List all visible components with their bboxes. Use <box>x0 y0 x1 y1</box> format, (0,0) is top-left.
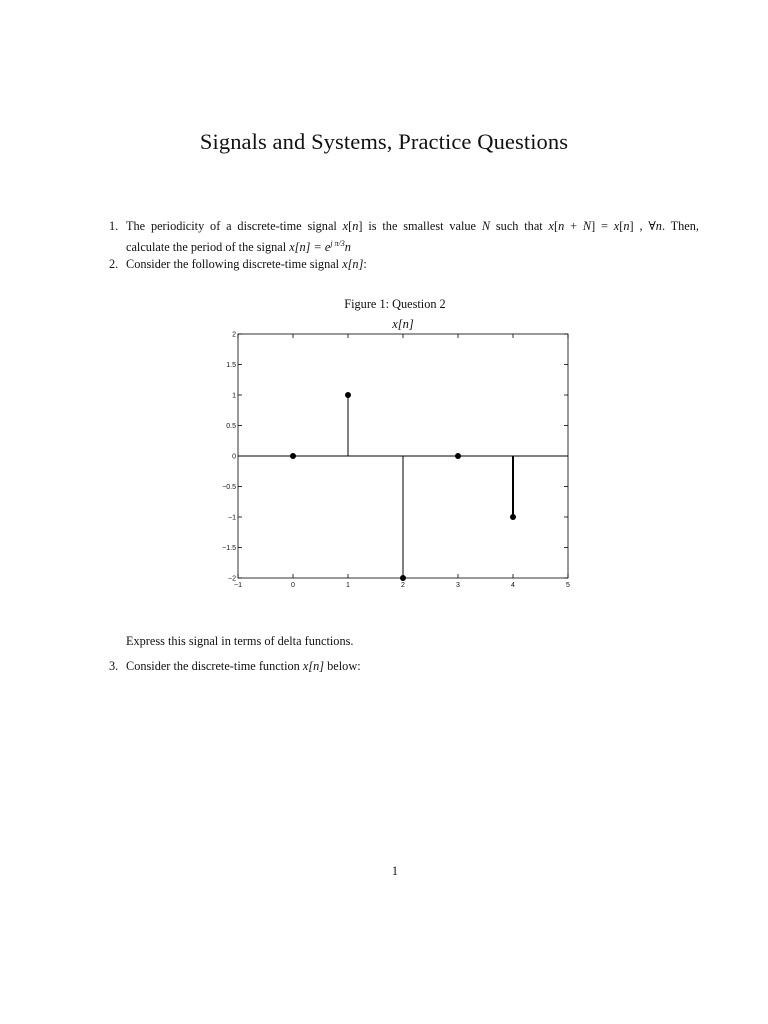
stem-plot <box>200 315 590 600</box>
figure-followup-text: Express this signal in terms of delta functions. <box>126 634 354 648</box>
question-2 <box>109 257 609 273</box>
x-tick-label: 3 <box>456 582 460 589</box>
plot-axes <box>222 332 570 590</box>
y-tick-label: 2 <box>232 331 236 339</box>
question-number: 2. <box>109 257 119 271</box>
plot-title: x[n] <box>392 317 414 331</box>
stem-marker <box>510 514 516 520</box>
question-1-line-1: The periodicity of a discrete-time signal x[n] is the smallest value N such that x[n + N] = x[n] , ∀n. Then, <box>126 219 699 233</box>
page-number: 1 <box>391 864 399 878</box>
x-tick-label: 5 <box>566 582 570 589</box>
y-tick-label: 1.5 <box>226 362 236 369</box>
question-1-line-2: calculate the period of the signal $x[n] = e^{j \pi/3}n$ <box>126 239 351 255</box>
figure-caption: Figure 1: Question 2 <box>344 297 446 311</box>
question-2-text: Consider the following discrete-time signal x[n]: <box>126 257 367 271</box>
document-title: Signals and Systems, Practice Questions <box>199 129 569 154</box>
x-tick-label: 1 <box>346 582 350 589</box>
signal-exponent: j π/3 <box>330 239 345 248</box>
question-3-text: Consider the discrete-time function x[n] below: <box>126 659 361 673</box>
x-tick-label: 2 <box>401 582 405 589</box>
stem-marker <box>345 392 351 398</box>
y-tick-label: 0 <box>232 453 236 461</box>
y-tick-label: 0.5 <box>226 423 236 430</box>
stem-marker <box>400 575 406 581</box>
x-tick-label: 0 <box>291 582 295 589</box>
y-tick-label: −0.5 <box>222 484 236 491</box>
signal-formula: x[n] = e <box>289 240 331 255</box>
y-tick-label: −1.5 <box>222 545 236 552</box>
plot-stems <box>290 392 516 581</box>
x-tick-label: 4 <box>511 582 515 589</box>
question-number: 1. <box>109 219 119 233</box>
question-1 <box>109 219 699 255</box>
question-3 <box>109 659 609 675</box>
stem-marker <box>455 453 461 459</box>
y-tick-label: −2 <box>228 575 236 583</box>
y-tick-label: −1 <box>228 514 236 522</box>
stem-marker <box>290 453 296 459</box>
x-tick-label: −1 <box>234 582 242 589</box>
y-tick-label: 1 <box>232 392 236 400</box>
question-number: 3. <box>109 659 119 673</box>
